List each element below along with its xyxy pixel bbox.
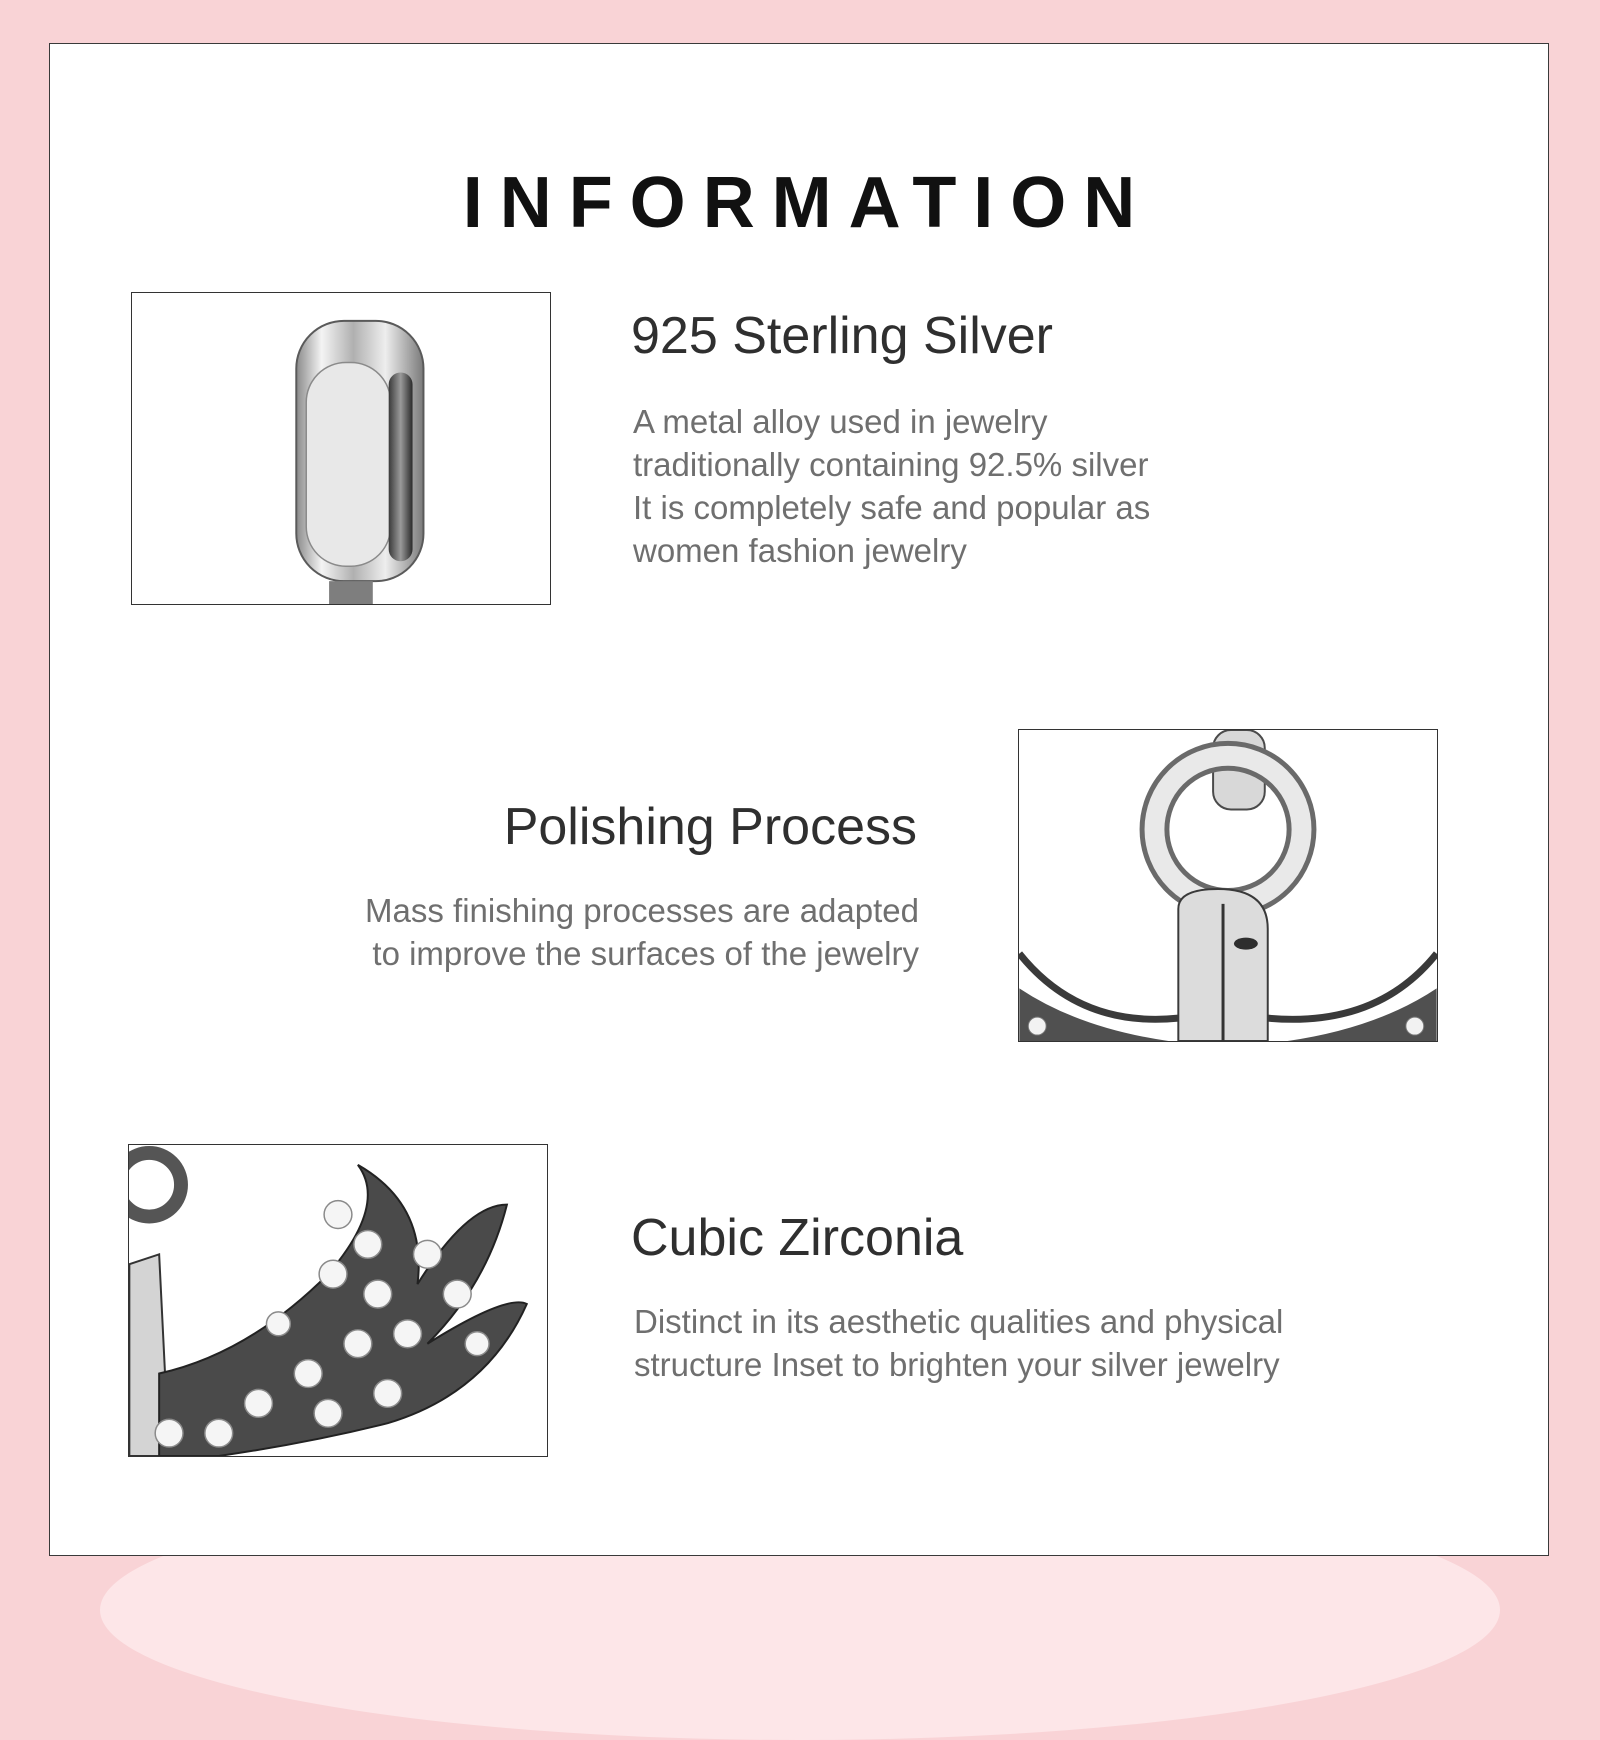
section-description-zirconia <box>634 1300 1283 1386</box>
zirconia-wing-photo <box>128 1144 548 1457</box>
polished-bail-photo <box>1018 729 1438 1042</box>
section-heading-polishing: Polishing Process <box>503 798 917 856</box>
description-line: Mass finishing processes are adapted <box>365 892 919 929</box>
description-line: women fashion jewelry <box>633 532 967 569</box>
silver-ring-illustration <box>132 293 550 604</box>
page-title: INFORMATION <box>462 163 1153 243</box>
description-line: Distinct in its aesthetic qualities and physical <box>634 1303 1284 1340</box>
description-line: A metal alloy used in jewelry <box>633 403 1048 440</box>
zirconia-wing-illustration <box>129 1145 547 1456</box>
description-line: traditionally containing 92.5% silver <box>633 446 1149 483</box>
description-line: to improve the surfaces of the jewelry <box>372 935 919 972</box>
section-description-polishing <box>365 889 919 975</box>
information-card <box>49 43 1549 1556</box>
section-heading-silver: 925 Sterling Silver <box>631 307 1053 365</box>
section-heading-zirconia: Cubic Zirconia <box>631 1209 964 1267</box>
description-line: structure Inset to brighten your silver jewelry <box>634 1346 1280 1383</box>
silver-ring-photo <box>131 292 551 605</box>
section-description-silver <box>633 400 1150 572</box>
polished-bail-illustration <box>1019 730 1437 1041</box>
description-line: It is completely safe and popular as <box>633 489 1151 526</box>
